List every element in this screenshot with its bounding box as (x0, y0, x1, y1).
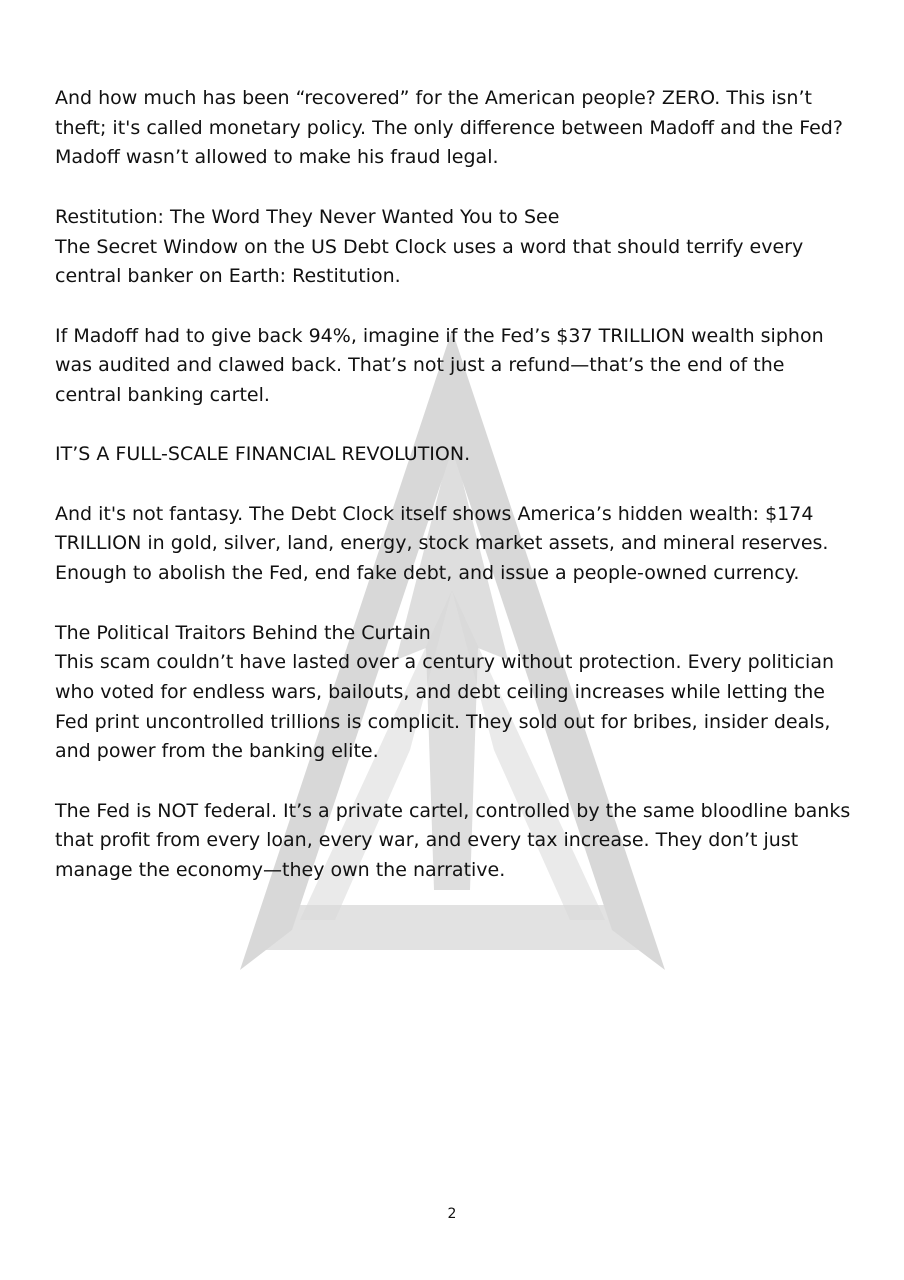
heading-political-traitors: The Political Traitors Behind the Curtain (55, 621, 431, 644)
paragraph-scam-protection: This scam couldn’t have lasted over a century without protection. Every politician who voted for endless wars, bailouts, and debt ceiling increases while letting the Fed print uncontrolled trillions is complicit. They sold out for bribes, insider deals, and power from the banking elite. (55, 651, 835, 763)
paragraph-hidden-wealth: And it's not fantasy. The Debt Clock itself shows America’s hidden wealth: $174 TRILLION in gold, silver, land, energy, stock market assets, and mineral reserves. Enough to abolish the Fed, end fake debt, and issue a people-owned currency. (55, 502, 829, 585)
paragraph-madoff-94: If Madoff had to give back 94%, imagine if the Fed’s $37 TRILLION wealth siphon was audited and clawed back. That’s not just a refund—that’s the end of the central banking cartel. (55, 324, 824, 406)
paragraph-secret-window: The Secret Window on the US Debt Clock uses a word that should terrify every central banker on Earth: Restitution. (55, 235, 804, 288)
page-number: 2 (447, 1206, 457, 1222)
paragraph-recovered: And how much has been “recovered” for the American people? ZERO. This isn’t theft; it's called monetary policy. The only difference between Madoff and the Fed? Madoff wasn’t allowed to make his fraud legal. (55, 87, 843, 169)
paragraph-fed-not-federal: The Fed is NOT federal. It’s a private cartel, controlled by the same bloodline banks that profit from every loan, every war, and every tax increase. They don’t just manage the economy—they own the narrative. (55, 799, 851, 882)
heading-restitution: Restitution: The Word They Never Wanted You to See (55, 205, 560, 228)
document-body (55, 84, 855, 916)
paragraph-revolution: IT’S A FULL-SCALE FINANCIAL REVOLUTION. (55, 443, 471, 466)
